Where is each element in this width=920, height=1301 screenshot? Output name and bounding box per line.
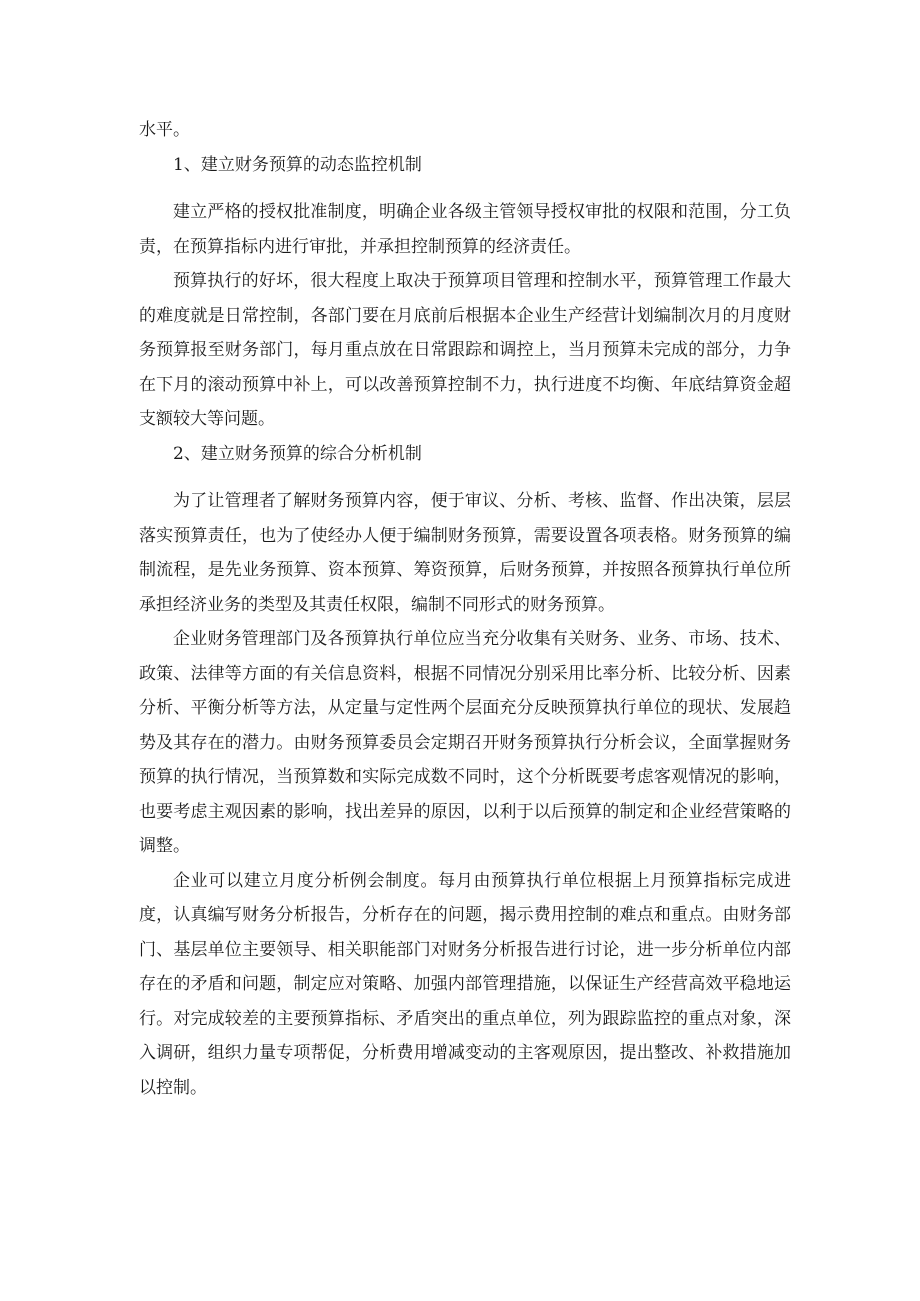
paragraph-continuation: 水平。 xyxy=(139,120,190,140)
paragraph-daily-control: 预算执行的好坏，很大程度上取决于预算项目管理和控制水平，预算管理工作最大的难度就是日常控制，各部门要在月底前后根据本企业生产经营计划编制次月的月度财务预算报至财务部门，每月重点放在日常跟踪和调控上，当月预算未完成的部分，力争在下月的滚动预算中补上，可以改善预算控制不力，执行进度不均衡、年底结算资金超支额较大等问题。 xyxy=(139,271,791,429)
spacer xyxy=(139,471,791,484)
paragraph-analysis-methods: 企业财务管理部门及各预算执行单位应当充分收集有关财务、业务、市场、技术、政策、法律等方面的有关信息资料，根据不同情况分别采用比率分析、比较分析、因素分析、平衡分析等方法，从定量与定性两个层面充分反映预算执行单位的现状、发展趋势及其存在的潜力。由财务预算委员会定期召开财务预算执行分析会议，全面掌握财务预算的执行情况，当预算数和实际完成数不同时，这个分析既要考虑客观情况的影响，也要考虑主观因素的影响，找出差异的原因，以利于以后预算的制定和企业经营策略的调整。 xyxy=(139,629,791,856)
spacer xyxy=(139,182,791,195)
section-heading-2: 2、建立财务预算的综合分析机制 xyxy=(173,443,422,464)
document-body xyxy=(139,113,791,1105)
section-heading-1: 1、建立财务预算的动态监控机制 xyxy=(173,154,422,175)
paragraph-budget-tables: 为了让管理者了解财务预算内容，便于审议、分析、考核、监督、作出决策，层层落实预算责任，也为了使经办人便于编制财务预算，需要设置各项表格。财务预算的编制流程，是先业务预算、资本预算、筹资预算，后财务预算，并按照各预算执行单位所承担经济业务的类型及其责任权限，编制不同形式的财务预算。 xyxy=(139,491,791,615)
paragraph-authorization: 建立严格的授权批准制度，明确企业各级主管领导授权审批的权限和范围，分工负责，在预算指标内进行审批，并承担控制预算的经济责任。 xyxy=(139,202,791,257)
paragraph-monthly-meeting: 企业可以建立月度分析例会制度。每月由预算执行单位根据上月预算指标完成进度，认真编写财务分析报告，分析存在的问题，揭示费用控制的难点和重点。由财务部门、基层单位主要领导、相关职能部门对财务分析报告进行讨论，进一步分析单位内部存在的矛盾和问题，制定应对策略、加强内部管理措施，以保证生产经营高效平稳地运行。对完成较差的主要预算指标、矛盾突出的重点单位，列为跟踪监控的重点对象，深入调研，组织力量专项帮促，分析费用增减变动的主客观原因，提出整改、补救措施加以控制。 xyxy=(139,870,791,1098)
